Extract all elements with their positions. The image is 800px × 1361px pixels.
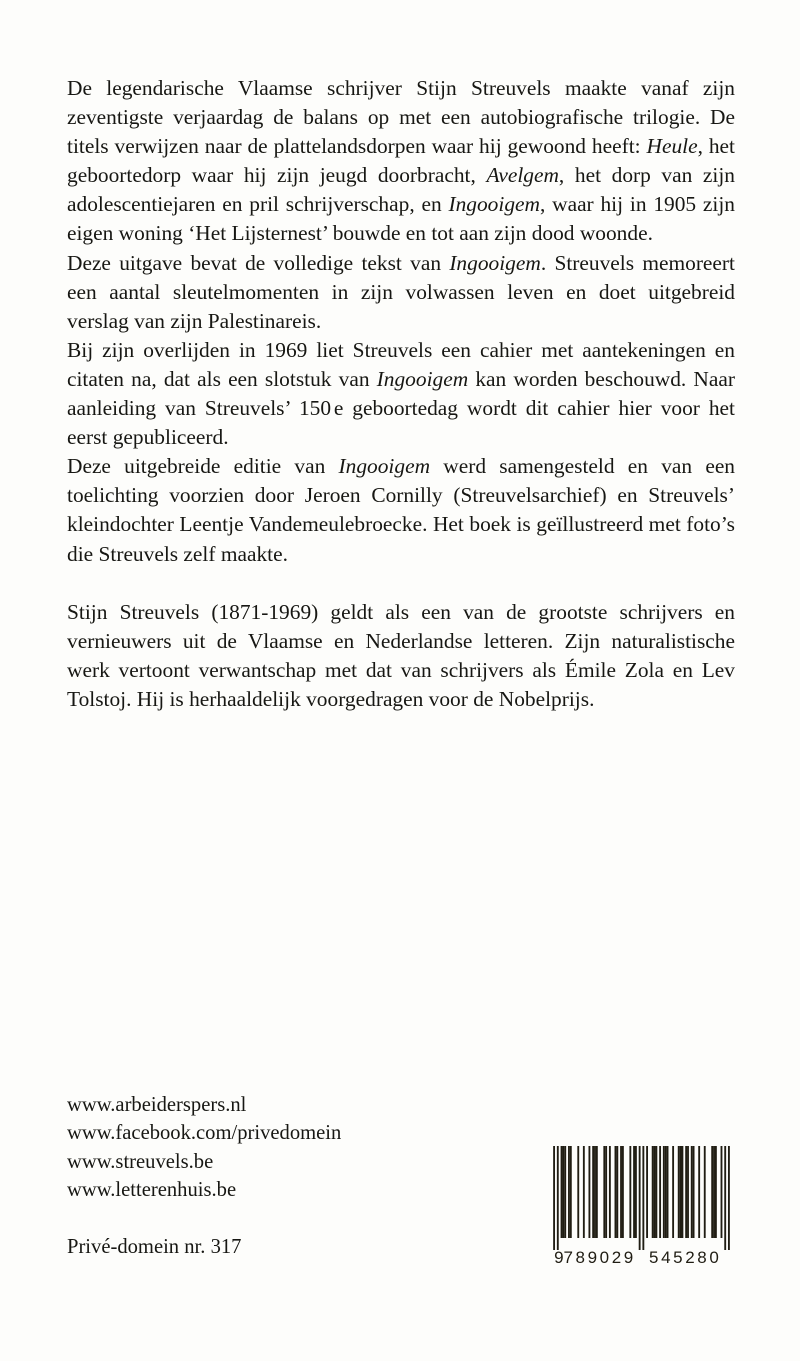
footer-link[interactable]: www.streuvels.be [67,1150,214,1173]
blurb-run: Bij zijn overlijden in 1969 liet Streuvels een cahier met aantekeningen en citaten na, dat als een slotstuk van [67,337,735,391]
series-number-line: Privé-domein nr. 317 [67,1236,242,1258]
svg-text:789029: 789029 [563,1248,636,1266]
svg-text:9: 9 [554,1248,564,1266]
ean13-barcode [553,1146,739,1266]
blurb-run: , het dorp van zijn adolescentiejaren en pril schrijverschap, en [67,163,736,217]
blurb-run: Deze uitgave bevat de volledige tekst van [67,250,450,275]
blurb-title-italic: Ingooigem [376,366,469,391]
blurb-paragraph [67,598,735,714]
blurb-paragraph [67,336,735,452]
blurb-run: , waar hij in 1905 zijn eigen woning ‘Het Lijsternest’ bouwde en tot aan zijn dood woonde. [67,192,735,246]
blurb-run: werd samengesteld en van een toelichting voorzien door Jeroen Cornilly (Streuvelsarchief) en Streuvels’ kleindochter Leentje Vandemeulebroecke. Het boek is geïllustreerd met foto’s die Streuvels zelf maakte. [67,454,736,566]
blurb-paragraph [67,452,735,568]
svg-text:545280: 545280 [649,1248,722,1266]
blurb-run: Deze uitgebreide editie van [67,454,339,479]
blurb-run: kan worden beschouwd. Naar aanleiding van Streuvels’ 150 [67,366,735,421]
footer-website-links [67,1091,341,1205]
blurb-run: e geboortedag wordt dit cahier hier voor het eerst gepubliceerd. [67,396,735,450]
blurb-title-italic: Ingooigem [338,454,431,479]
blurb-run: De legendarische Vlaamse schrijver Stijn Streuvels maakte vanaf zijn zeventigste verjaardag de balans op met een autobiografische trilogie. De titels verwijzen naar de plattelandsdorpen waar hij gewoond heeft: [67,76,735,159]
blurb-title-italic: Heule [646,134,698,159]
blurb-run: , het geboortedorp waar hij zijn jeugd doorbracht, [67,134,735,188]
blurb-run: Stijn Streuvels (1871-1969) geldt als een van de grootste schrijvers en vernieuwers uit de Vlaamse en Nederlandse letteren. Zijn naturalistische werk vertoont verwantschap met dat van schrijvers als Émile Zola en Lev Tolstoj. Hij is herhaaldelijk voorgedragen voor de Nobelprijs. [67,599,735,711]
blurb-text-block [67,74,735,714]
blurb-title-italic: Avelgem [486,163,559,188]
footer-link[interactable]: www.letterenhuis.be [67,1179,237,1202]
blurb-run: . Streuvels memoreert een aantal sleutelmomenten in zijn volwassen leven en doet uitgebreid verslag van zijn Palestinareis. [67,250,735,333]
blurb-title-italic: Ingooigem [449,250,541,275]
blurb-paragraph [67,74,735,249]
footer-link[interactable]: www.facebook.com/privedomein [67,1122,342,1145]
blurb-paragraph [67,249,735,336]
footer-link[interactable]: www.arbeiderspers.nl [67,1094,247,1116]
blurb-title-italic: Ingooigem [448,192,540,217]
